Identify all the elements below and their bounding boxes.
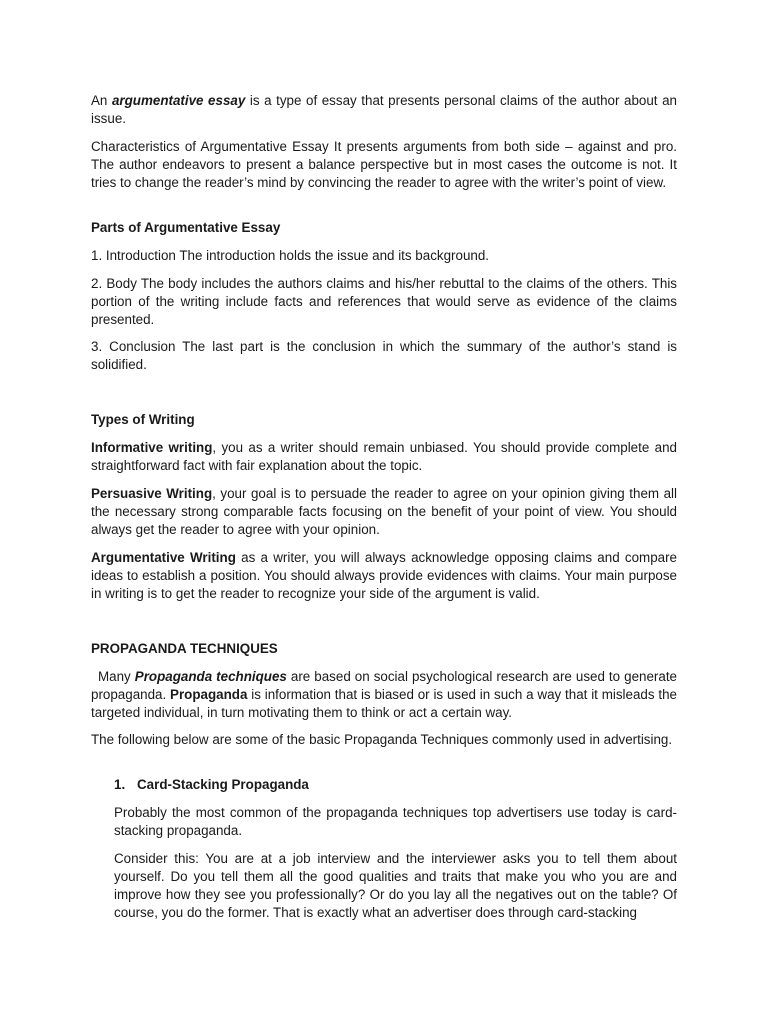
propaganda-paragraph-1 <box>91 668 677 722</box>
type-description: , you as a writer should remain unbiased. You should provide complete and straightforward fact with fair explanation about the topic. <box>91 440 677 473</box>
types-heading: Types of Writing <box>91 412 195 427</box>
type-term: Argumentative Writing <box>91 550 236 565</box>
intro-prefix: An <box>91 93 112 108</box>
propaganda-p1-prefix: Many <box>98 669 135 684</box>
type-description: as a writer, you will always acknowledge opposing claims and compare ideas to establish a position. You should always provide evidences with claims. Your main purpose in writing is to get the reader to recognize your side of the argument is valid. <box>91 550 677 601</box>
list-number: 1. <box>114 777 126 792</box>
propaganda-heading: PROPAGANDA TECHNIQUES <box>91 641 278 656</box>
card-stacking-paragraph-2: Consider this: You are at a job interview and the interviewer asks you to tell them about yourself. Do you tell them all the good qualities and traits that make you who you are and improve how they see you professionally? Or do you lay all the negatives out on the table? Of course, you do the former. That is exactly what an advertiser does through card-stacking <box>114 851 677 920</box>
list-item-title: Card-Stacking Propaganda <box>137 777 309 792</box>
propaganda-p1-text: is information that is biased or is used in such a way that it misleads the targeted individual, in turn motivating them to think or act a certain way. <box>91 687 677 720</box>
type-term: Persuasive Writing <box>91 486 213 501</box>
types-item-informative <box>91 439 677 475</box>
propaganda-p1-middle: are based on social psychological research are used to generate propaganda. <box>91 669 677 702</box>
propaganda-p1-term: Propaganda techniques <box>134 669 287 684</box>
parts-heading: Parts of Argumentative Essay <box>91 220 281 235</box>
parts-item-introduction: 1. Introduction The introduction holds the issue and its background. <box>91 248 490 263</box>
type-term: Informative writing <box>91 440 213 455</box>
card-stacking-paragraph-1: Probably the most common of the propaganda techniques top advertisers use today is card-stacking propaganda. <box>114 805 677 838</box>
parts-item-conclusion: 3. Conclusion The last part is the conclusion in which the summary of the author’s stand is solidified. <box>91 339 677 372</box>
types-item-persuasive <box>91 485 677 539</box>
intro-paragraph <box>91 92 677 128</box>
propaganda-p1-term-2: Propaganda <box>170 687 248 702</box>
parts-item-body: 2. Body The body includes the authors claims and his/her rebuttal to the claims of the others. This portion of the writing include facts and references that would serve as evidence of the claims presented. <box>91 276 677 327</box>
type-description: , your goal is to persuade the reader to agree on your opinion giving them all the necessary strong comparable facts focusing on the benefit of your point of view. You should always get the reader to agree with your opinion. <box>91 486 677 537</box>
types-item-argumentative <box>91 549 677 603</box>
intro-term: argumentative essay <box>111 93 246 108</box>
list-item-card-stacking <box>114 776 677 794</box>
intro-text: is a type of essay that presents personal claims of the author about an issue. <box>91 93 677 126</box>
propaganda-paragraph-2: The following below are some of the basic Propaganda Techniques commonly used in advertising. <box>91 732 673 747</box>
characteristics-paragraph: Characteristics of Argumentative Essay It presents arguments from both side – against and pro. The author endeavors to present a balance perspective but in most cases the outcome is not. It tries to change the reader’s mind by convincing the reader to agree with the writer’s point of view. <box>91 139 677 190</box>
